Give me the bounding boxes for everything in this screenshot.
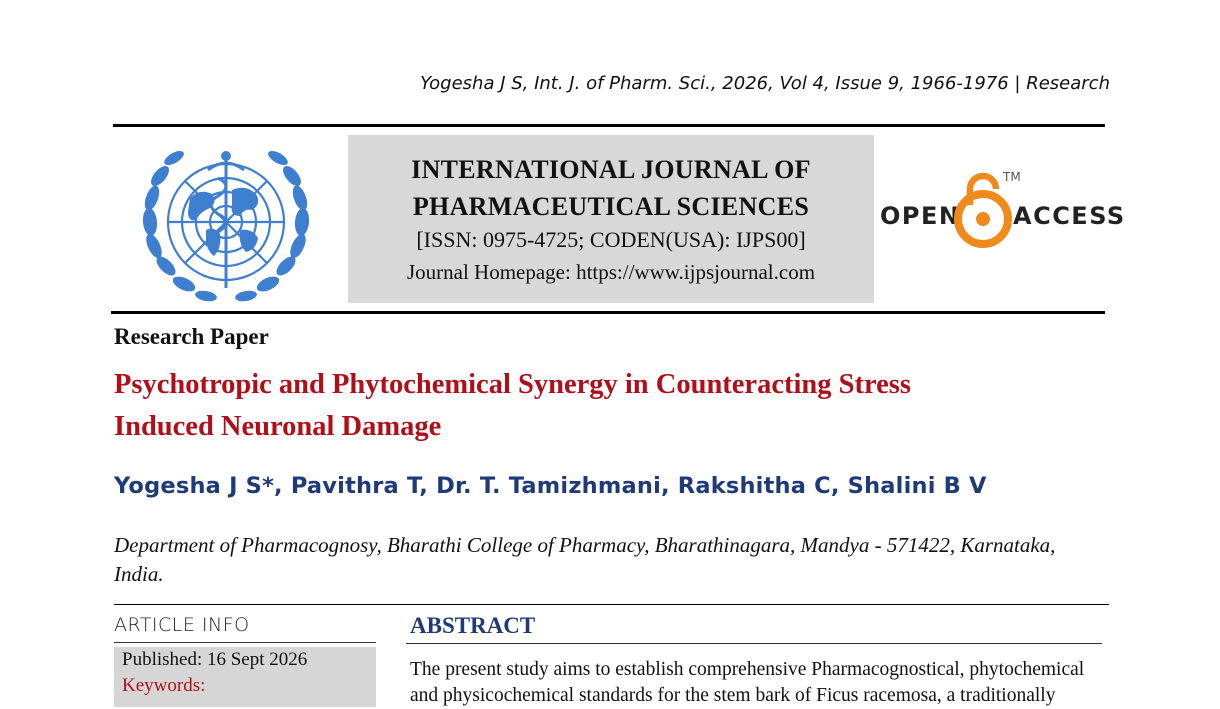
abstract-line-1: The present study aims to establish comprehensive Pharmacognostical, phytochemical <box>410 659 1085 680</box>
article-info-rule <box>114 642 376 643</box>
header-rule-top <box>113 124 1105 127</box>
journal-name-line-2: PHARMACEUTICAL SCIENCES <box>412 192 810 221</box>
running-head: Yogesha J S, Int. J. of Pharm. Sci., 2026, Vol 4, Issue 9, 1966-1976 | Research <box>420 73 1110 94</box>
section-divider <box>114 604 1109 605</box>
paper-title <box>114 364 1074 448</box>
keywords-label: Keywords: <box>122 675 206 696</box>
author-list: Yogesha J S*, Pavithra T, Dr. T. Tamizhmani, Rakshitha C, Shalini B V <box>114 473 987 499</box>
article-info-heading: ARTICLE INFO <box>114 614 250 636</box>
paper-title-line-1: Psychotropic and Phytochemical Synergy in Counteracting Stress <box>114 369 911 400</box>
svg-text:OPEN: OPEN <box>880 202 961 230</box>
published-date: Published: 16 Sept 2026 <box>122 649 308 670</box>
abstract-rule <box>406 643 1102 644</box>
journal-name-line-1: INTERNATIONAL JOURNAL OF <box>411 155 811 184</box>
header-rule-bottom <box>111 311 1105 314</box>
journal-name <box>348 151 874 225</box>
article-info-box <box>114 647 376 707</box>
journal-masthead <box>348 135 874 303</box>
affiliation-line-2: India. <box>114 562 164 586</box>
open-access-lock-icon <box>880 165 1126 255</box>
svg-text:ACCESS: ACCESS <box>1013 202 1126 230</box>
abstract-heading: ABSTRACT <box>410 613 536 638</box>
un-emblem-icon <box>128 138 324 306</box>
abstract-line-2: and physicochemical standards for the stem bark of Ficus racemosa, a traditionally <box>410 685 1056 706</box>
svg-text:TM: TM <box>1003 170 1021 184</box>
paper-title-line-2: Induced Neuronal Damage <box>114 411 442 442</box>
abstract-text <box>410 657 1106 709</box>
journal-issn: [ISSN: 0975-4725; CODEN(USA): IJPS00] <box>416 227 806 252</box>
affiliation-line-1: Department of Pharmacognosy, Bharathi College of Pharmacy, Bharathinagara, Mandya - 571422, Karnataka, <box>114 533 1056 557</box>
journal-homepage: Journal Homepage: https://www.ijpsjournal.com <box>406 260 816 284</box>
affiliation <box>114 531 1114 589</box>
paper-type: Research Paper <box>114 324 269 349</box>
